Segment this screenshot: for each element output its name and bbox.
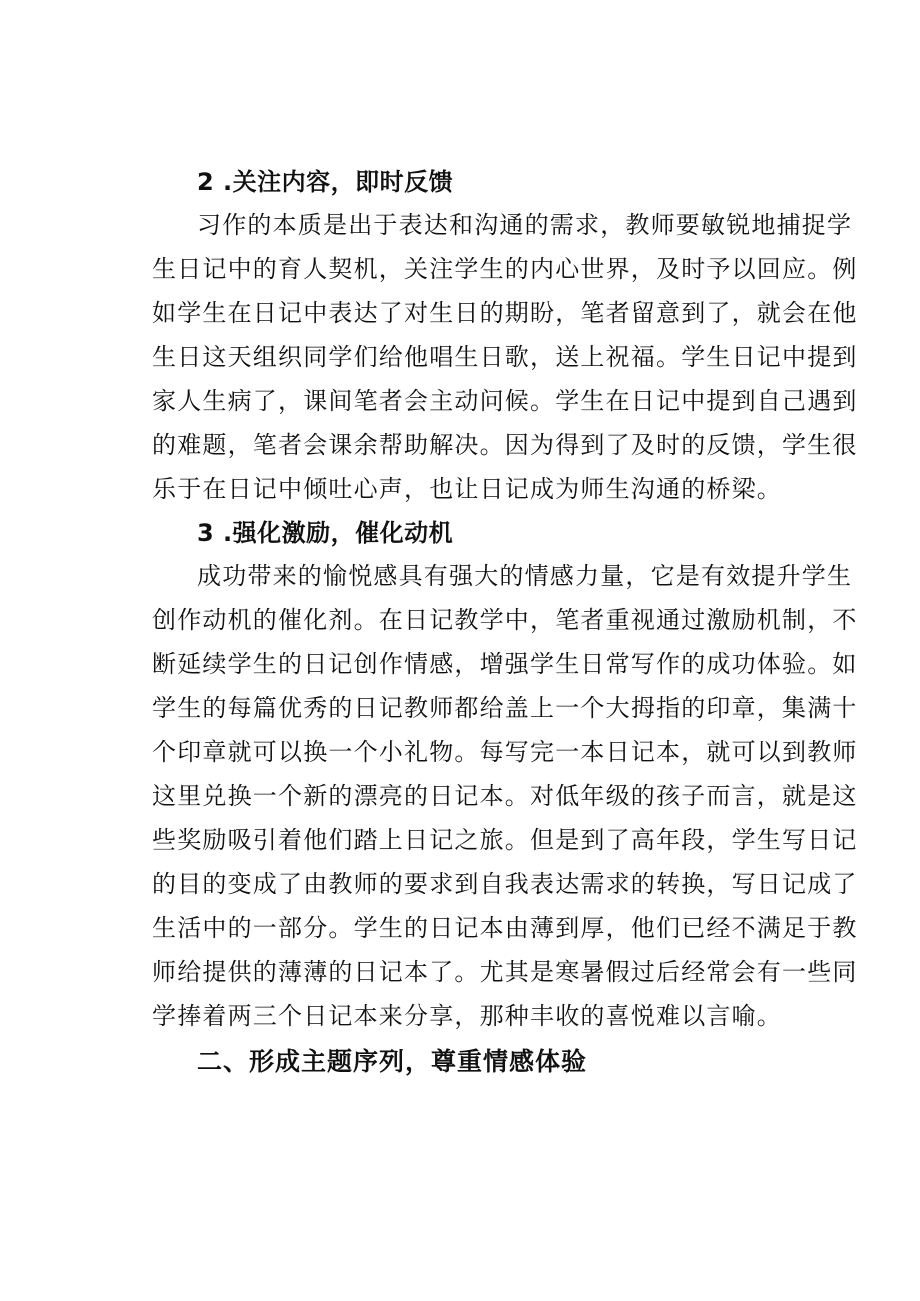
paragraph-2-line-10: 师给提供的薄薄的日记本了。尤其是寒暑假过后经常会有一些同 [152,958,858,986]
paragraph-1-line-2: 生日记中的育人契机，关注学生的内心世界，及时予以回应。例 [152,255,858,283]
paragraph-1-line-6: 的难题，笔者会课余帮助解决。因为得到了及时的反馈，学生很 [152,431,858,459]
paragraph-2-line-11: 学捧着两三个日记本来分享，那种丰收的喜悦难以言喻。 [152,1002,782,1030]
paragraph-1-line-7: 乐于在日记中倾吐心声，也让日记成为师生沟通的桥梁。 [152,475,782,503]
paragraph-2-line-3: 断延续学生的日记创作情感，增强学生日常写作的成功体验。如 [152,650,858,678]
paragraph-2-line-5: 个印章就可以换一个小礼物。每写完一本日记本，就可以到教师 [152,738,858,766]
paragraph-1-line-4: 生日这天组织同学们给他唱生日歌，送上祝福。学生日记中提到 [152,343,858,371]
paragraph-1-line-5: 家人生病了，课间笔者会主动问候。学生在日记中提到自己遇到 [152,387,858,415]
paragraph-2-line-8: 的目的变成了由教师的要求到自我表达需求的转换，写日记成了 [152,870,858,898]
paragraph-2-line-7: 些奖励吸引着他们踏上日记之旅。但是到了高年段，学生写日记 [152,826,858,854]
paragraph-2-line-4: 学生的每篇优秀的日记教师都给盖上一个大拇指的印章，集满十 [152,694,858,722]
section-2-heading: 二、形成主题序列，尊重情感体验 [197,1047,588,1076]
paragraph-2-line-6: 这里兑换一个新的漂亮的日记本。对低年级的孩子而言，就是这 [152,782,858,810]
paragraph-1-line-1: 习作的本质是出于表达和沟通的需求，教师要敏锐地捕捉学 [197,211,853,239]
heading-2-focus-content: 2 .关注内容，即时反馈 [197,168,454,196]
paragraph-2-line-1: 成功带来的愉悦感具有强大的情感力量，它是有效提升学生 [197,562,853,590]
paragraph-2-line-2: 创作动机的催化剂。在日记教学中，笔者重视通过激励机制，不 [152,606,858,634]
paragraph-2-line-9: 生活中的一部分。学生的日记本由薄到厚，他们已经不满足于教 [152,914,858,942]
heading-3-strengthen-motivation: 3 .强化激励，催化动机 [197,519,454,547]
paragraph-1-line-3: 如学生在日记中表达了对生日的期盼，笔者留意到了，就会在他 [152,299,858,327]
